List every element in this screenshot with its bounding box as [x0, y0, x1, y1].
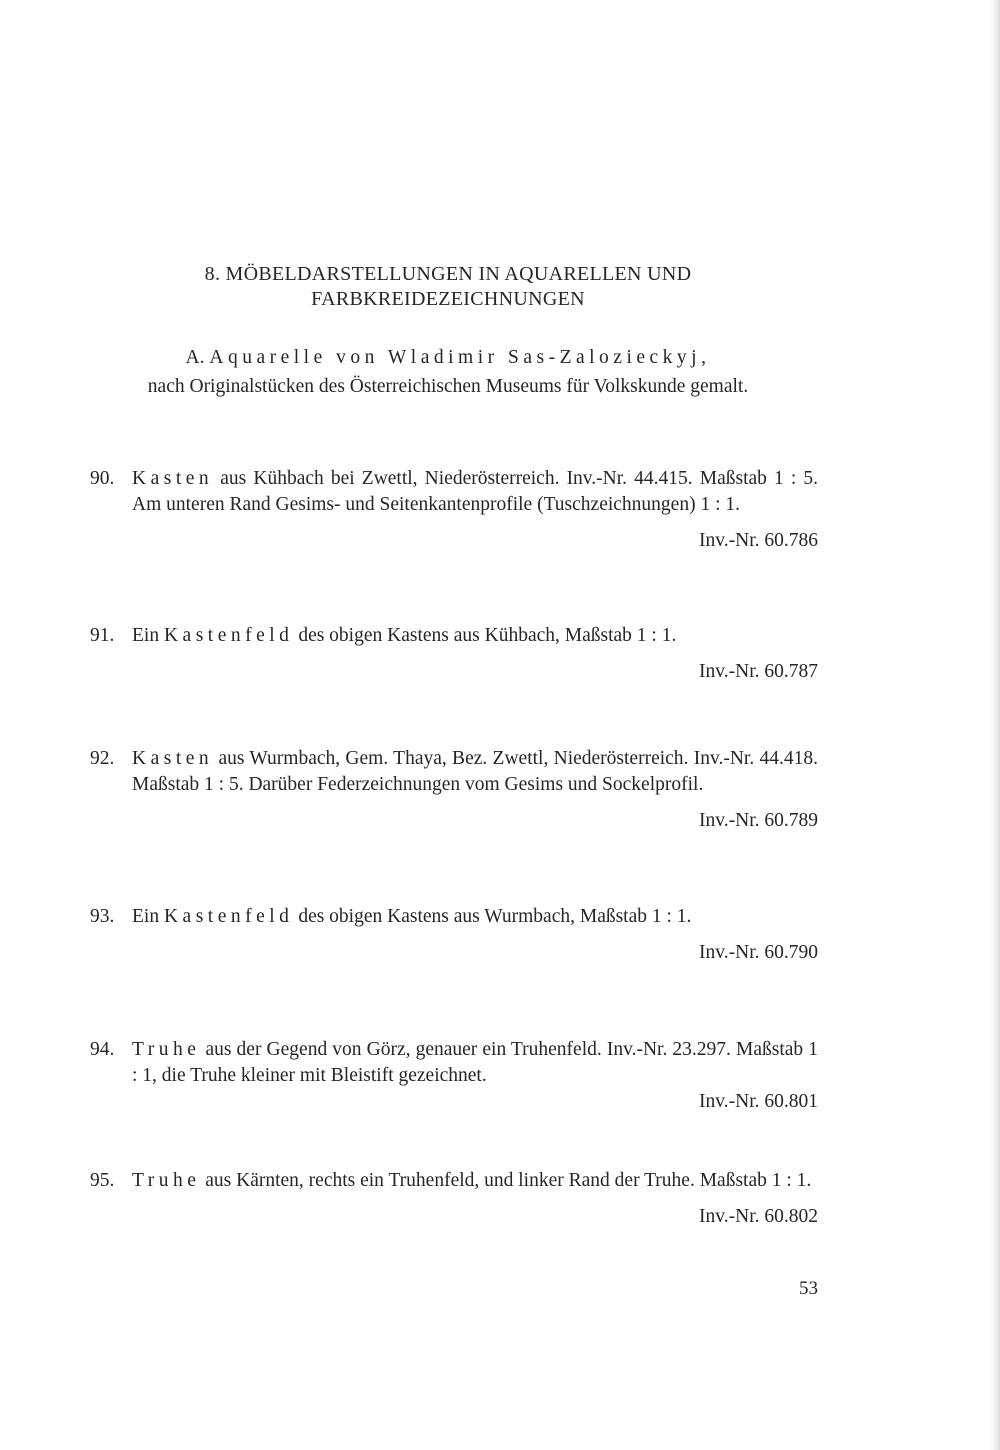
entry-text: aus der Gegend von Görz, genauer ein Truhenfeld. Inv.-Nr. 23.297. Maßstab 1 : 1, die Truhe kleiner mit Bleistift gezeichnet.: [132, 1039, 818, 1086]
section-heading-line1: 8. MÖBELDARSTELLUNGEN IN AQUARELLEN UND: [204, 263, 692, 285]
entry-body: [132, 904, 818, 966]
entry-inventory-number: Inv.-Nr. 60.802: [699, 1206, 818, 1227]
entry-inventory-number: Inv.-Nr. 60.787: [699, 661, 818, 682]
entry-number: 91.: [90, 625, 115, 646]
catalog-entry-92: [90, 746, 818, 834]
entry-inventory-number: Inv.-Nr. 60.790: [699, 942, 818, 963]
entry-inventory-number: Inv.-Nr. 60.801: [699, 1091, 818, 1112]
entry-inventory-number: Inv.-Nr. 60.786: [699, 530, 818, 551]
page-number: 53: [799, 1278, 818, 1299]
entry-body: [132, 623, 818, 685]
subsection-letter: A.: [185, 347, 210, 368]
entry-number: 90.: [90, 468, 115, 489]
subsection-title: Aquarelle von Wladimir Sas-Zalozieckyj,: [209, 347, 711, 368]
entry-text: aus Kühbach bei Zwettl, Niederösterreich. Inv.-Nr. 44.415. Maßstab 1 : 5. Am unteren Rand Gesims- und Seitenkantenprofile (Tuschzeichnungen) 1 : 1.: [132, 468, 818, 515]
catalog-entry-90: [90, 466, 818, 554]
entry-body: [132, 746, 818, 834]
section-heading: [80, 262, 816, 312]
entry-title: Kastenfeld: [163, 625, 294, 646]
entry-title: Truhe: [132, 1170, 201, 1191]
entry-prefix: Ein: [132, 625, 160, 646]
catalog-entry-91: [90, 623, 818, 685]
entry-body: [132, 466, 818, 554]
entry-title: Truhe: [132, 1039, 201, 1060]
entry-number: 94.: [90, 1039, 115, 1060]
entry-body: [132, 1037, 818, 1115]
entry-number: 95.: [90, 1170, 115, 1191]
subsection-heading: [60, 343, 836, 401]
entry-prefix: Ein: [132, 906, 160, 927]
subsection-description: nach Originalstücken des Österreichischen Museums für Volkskunde gemalt.: [147, 376, 749, 397]
entry-text: aus Kärnten, rechts ein Truhenfeld, und linker Rand der Truhe. Maßstab 1 : 1.: [205, 1170, 812, 1191]
catalog-entry-93: [90, 904, 818, 966]
entry-text: des obigen Kastens aus Kühbach, Maßstab 1 : 1.: [298, 625, 677, 646]
entry-number: 93.: [90, 906, 115, 927]
entry-text: aus Wurmbach, Gem. Thaya, Bez. Zwettl, Niederösterreich. Inv.-Nr. 44.418. Maßstab 1 : 5. Darüber Federzeichnungen vom Gesims und Sockelprofil.: [132, 748, 819, 795]
entry-inventory-number: Inv.-Nr. 60.789: [699, 810, 818, 831]
entry-text: des obigen Kastens aus Wurmbach, Maßstab 1 : 1.: [298, 906, 692, 927]
entry-body: [132, 1168, 818, 1230]
catalog-entry-94: [90, 1037, 818, 1115]
entry-title: Kasten: [132, 748, 214, 769]
catalog-entry-95: [90, 1168, 818, 1230]
entry-title: Kastenfeld: [163, 906, 294, 927]
section-heading-line2: FARBKREIDEZEICHNUNGEN: [311, 288, 585, 310]
page-edge-shadow: [990, 0, 1000, 1450]
subsection-title-line: [60, 343, 836, 372]
entry-number: 92.: [90, 748, 115, 769]
entry-title: Kasten: [132, 468, 214, 489]
